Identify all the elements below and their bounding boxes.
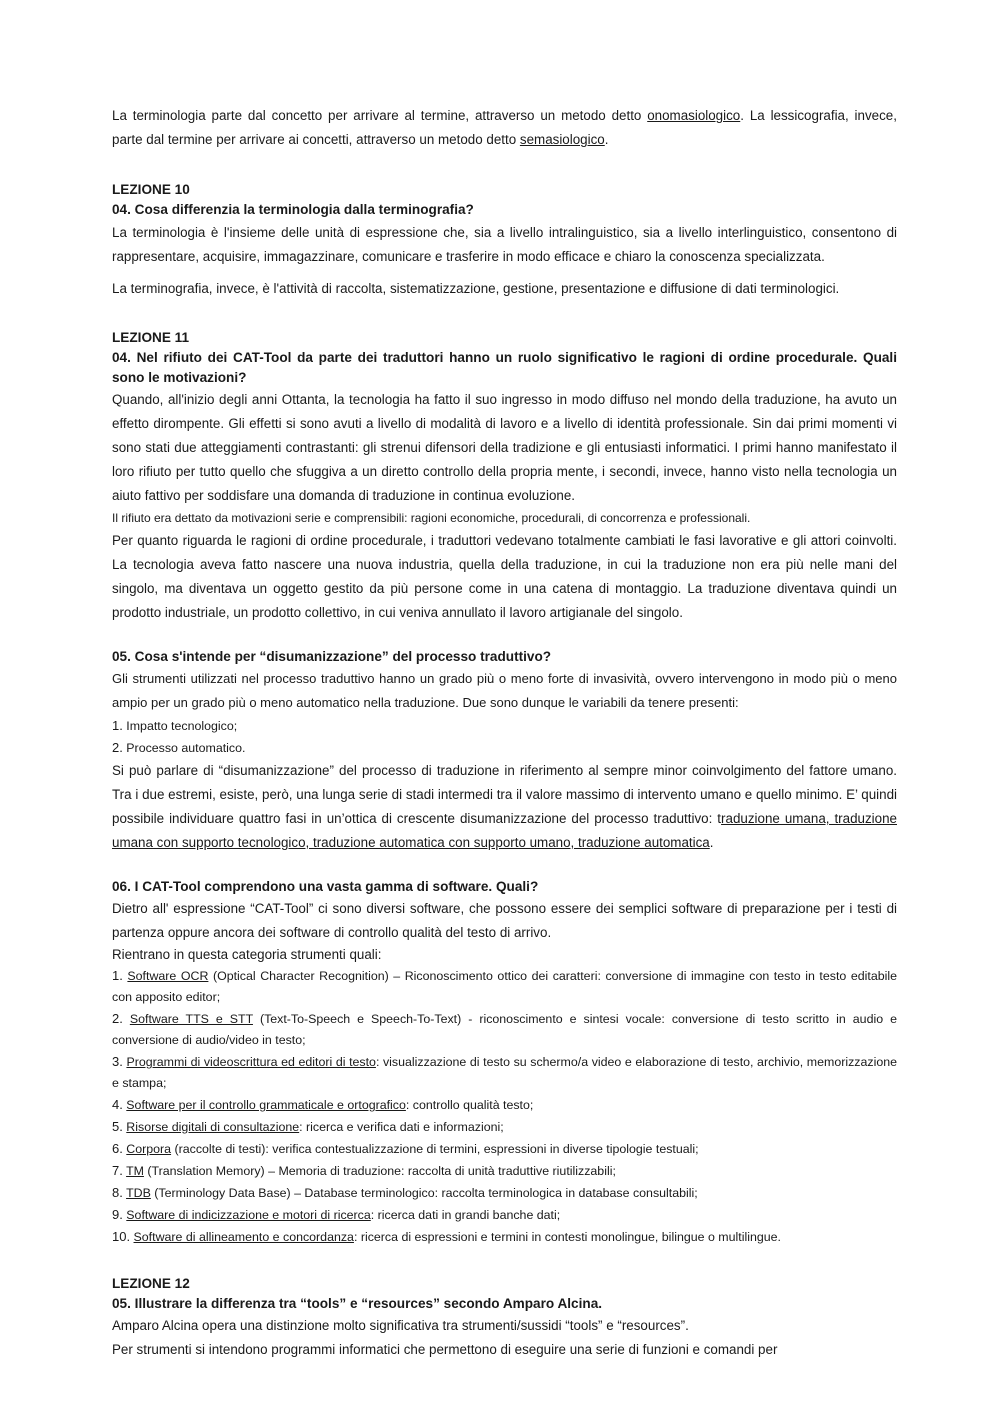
q05-p2-text: Si può parlare di “disumanizzazione” del processo di traduzione in riferimento al sempre minor coinvolgimento del fattore umano. Tra i due estremi, esiste, però, una lunga serie di stadi intermedi tra il valore massimo di intervento umano e quello minimo. E’ quindi possibile individuare quattro fasi in un’ottica di crescente disumanizzazione del processo traduttivo: t [112, 763, 897, 826]
lezione-11-question-05: 05. Cosa s'intende per “disumanizzazione” del processo traduttivo? [112, 649, 552, 664]
list-text: (raccolte di testi): verifica contestualizzazione di termini, espressioni in diverse tipologie testuali; [171, 1142, 699, 1156]
list-number: 6. [112, 1141, 123, 1156]
q06-paragraph-2: Rientrano in questa categoria strumenti quali: [112, 947, 382, 962]
list-term: Programmi di videoscrittura ed editori di testo [126, 1055, 376, 1069]
intro-text-b: . La lessicografia, invece, parte dal termine per arrivare ai concetti, attraverso un metodo detto [112, 108, 897, 147]
list-number: 4. [112, 1097, 123, 1112]
list-term: Software OCR [127, 969, 209, 983]
lezione-10-question-04: 04. Cosa differenzia la terminologia dalla terminografia? [112, 202, 474, 217]
lezione-10-title: LEZIONE 10 [112, 182, 190, 197]
lezione-10-paragraph-1: La terminologia è l'insieme delle unità di espressione che, sia a livello intralinguistico, sia a livello interlinguistico, consentono di rappresentare, acquisire, immagazzinare, comunicare e trasferire in modo efficace e chiaro la conoscenza specializzata. [112, 225, 897, 264]
lezione-12-paragraph-2: Per strumenti si intendono programmi informatici che permettono di eseguire una serie di funzioni e comandi per [112, 1342, 778, 1357]
list-term: Software di indicizzazione e motori di ricerca [126, 1208, 371, 1222]
lezione-12-paragraph-1: Amparo Alcina opera una distinzione molto significativa tra strumenti/sussidi “tools” e “resources”. [112, 1318, 689, 1333]
list-number: 1. [112, 718, 123, 733]
semasiologico-link[interactable]: semasiologico [519, 132, 605, 147]
list-text: Processo automatico. [126, 741, 246, 755]
list-text: : ricerca dati in grandi banche dati; [370, 1208, 561, 1222]
q05-list [112, 715, 897, 759]
list-item [112, 1182, 897, 1204]
lezione-12-title: LEZIONE 12 [112, 1276, 190, 1291]
list-text: (Translation Memory) – Memoria di traduzione: raccolta di unità traduttive riutilizzabili; [143, 1164, 616, 1178]
list-number: 8. [112, 1185, 123, 1200]
list-number: 7. [112, 1163, 123, 1178]
list-text: (Text-To-Speech e Speech-To-Text) - riconoscimento e sintesi vocale: conversione di testo scritto in audio e conversione di audio/video in testo; [112, 1012, 897, 1047]
list-text: : ricerca e verifica dati e informazioni; [299, 1120, 504, 1134]
list-item [112, 1008, 897, 1051]
list-term: Software per il controllo grammaticale e ortografico [126, 1098, 406, 1112]
q05-paragraph-2 [112, 759, 897, 855]
q06-paragraph-1: Dietro all' espressione “CAT-Tool” ci sono diversi software, che possono essere dei semplici software di preparazione per i testi di partenza oppure ancora dei software di controllo qualità del testo di arrivo. [112, 901, 897, 940]
document-page [112, 104, 897, 1362]
q05-p2-end: . [709, 835, 714, 850]
onomasiologico-link[interactable]: onomasiologico [647, 108, 741, 123]
list-item [112, 737, 897, 759]
list-item [112, 1051, 897, 1094]
lezione-11-paragraph-3: Per quanto riguarda le ragioni di ordine procedurale, i traduttori vedevano totalmente cambiati le fasi lavorative e gli attori coinvolti. La tecnologia aveva fatto nascere una nuova industria, quella della traduzione, in cui la traduzione non era più nelle mani del singolo, ma diventava un oggetto gestito da più persone come in una catena di montaggio. La traduzione diventava quindi un prodotto industriale, un prodotto collettivo, in cui veniva annullato il lavoro artigianale del singolo. [112, 533, 897, 620]
list-text: (Terminology Data Base) – Database terminologico: raccolta terminologica in database consultabili; [150, 1186, 698, 1200]
lezione-11-question-04: 04. Nel rifiuto dei CAT-Tool da parte dei traduttori hanno un ruolo significativo le ragioni di ordine procedurale. Quali sono le motivazioni? [112, 350, 897, 385]
list-number: 9. [112, 1207, 123, 1222]
list-text: : ricerca di espressioni e termini in contesti monolingue, bilingue o multilingue. [353, 1230, 781, 1244]
lezione-10-paragraph-2: La terminografia, invece, è l'attività di raccolta, sistematizzazione, gestione, presentazione e diffusione di dati terminologici. [112, 281, 840, 296]
lezione-11-paragraph-1: Quando, all'inizio degli anni Ottanta, la tecnologia ha fatto il suo ingresso in modo diffuso nel mondo della traduzione, ha avuto un effetto dirompente. Gli effetti si sono avuti a livello di modalità di lavoro e a livello di identità professionale. Sin dai primi momenti vi sono stati due atteggiamenti contrastanti: gli strenui difensori della tradizione e gli entusiasti informatici. I primi hanno manifestato il loro rifiuto per tutto quello che sfuggiva a un diretto controllo della propria mente, i secondi, invece, hanno visto nella tecnologia un aiuto fattivo per soddisfare una domanda di traduzione in continua evoluzione. [112, 392, 897, 503]
list-number: 5. [112, 1119, 123, 1134]
lezione-11-paragraph-2: Il rifiuto era dettato da motivazioni serie e comprensibili: ragioni economiche, procedurali, di concorrenza e professionali. [112, 511, 751, 525]
q06-list [112, 965, 897, 1248]
list-number: 3. [112, 1054, 123, 1069]
q05-p2-underlined: raduzione umana, traduzione umana con supporto tecnologico, traduzione automatica con supporto umano, traduzione automatica [112, 811, 897, 850]
list-text: : visualizzazione di testo su schermo/a video e elaborazione di testo, archivio, memorizzazione e stampa; [112, 1055, 897, 1090]
intro-text-c: . [604, 132, 609, 147]
list-term: TM [126, 1164, 144, 1178]
list-number: 10. [112, 1229, 131, 1244]
list-text: (Optical Character Recognition) – Riconoscimento ottico dei caratteri: conversione di immagine con testo in testo editabile con apposito editor; [112, 969, 897, 1004]
lezione-12-question-05: 05. Illustrare la differenza tra “tools” e “resources” secondo Amparo Alcina. [112, 1296, 603, 1311]
list-number: 1. [112, 968, 123, 983]
list-item [112, 715, 897, 737]
list-item [112, 1138, 897, 1160]
list-term: Corpora [126, 1142, 172, 1156]
q05-paragraph-1: Gli strumenti utilizzati nel processo traduttivo hanno un grado più o meno forte di invasività, ovvero intervengono in modo più o meno ampio per un grado più o meno automatico nella traduzione. Due sono dunque le variabili da tenere presenti: [112, 671, 897, 710]
list-term: Software TTS e STT [129, 1012, 253, 1026]
list-item [112, 1094, 897, 1116]
list-item [112, 1226, 897, 1248]
list-term: Risorse digitali di consultazione [126, 1120, 300, 1134]
list-number: 2. [112, 740, 123, 755]
lezione-11-title: LEZIONE 11 [112, 330, 190, 345]
list-item [112, 1160, 897, 1182]
list-text: Impatto tecnologico; [126, 719, 238, 733]
list-term: TDB [126, 1186, 151, 1200]
list-term: Software di allineamento e concordanza [133, 1230, 354, 1244]
list-text: : controllo qualità testo; [405, 1098, 534, 1112]
list-number: 2. [112, 1011, 123, 1026]
list-item [112, 1204, 897, 1226]
lezione-11-question-06: 06. I CAT-Tool comprendono una vasta gamma di software. Quali? [112, 879, 539, 894]
intro-text-a: La terminologia parte dal concetto per arrivare al termine, attraverso un metodo detto [112, 108, 648, 123]
list-item [112, 965, 897, 1008]
intro-paragraph [112, 104, 897, 152]
list-item [112, 1116, 897, 1138]
